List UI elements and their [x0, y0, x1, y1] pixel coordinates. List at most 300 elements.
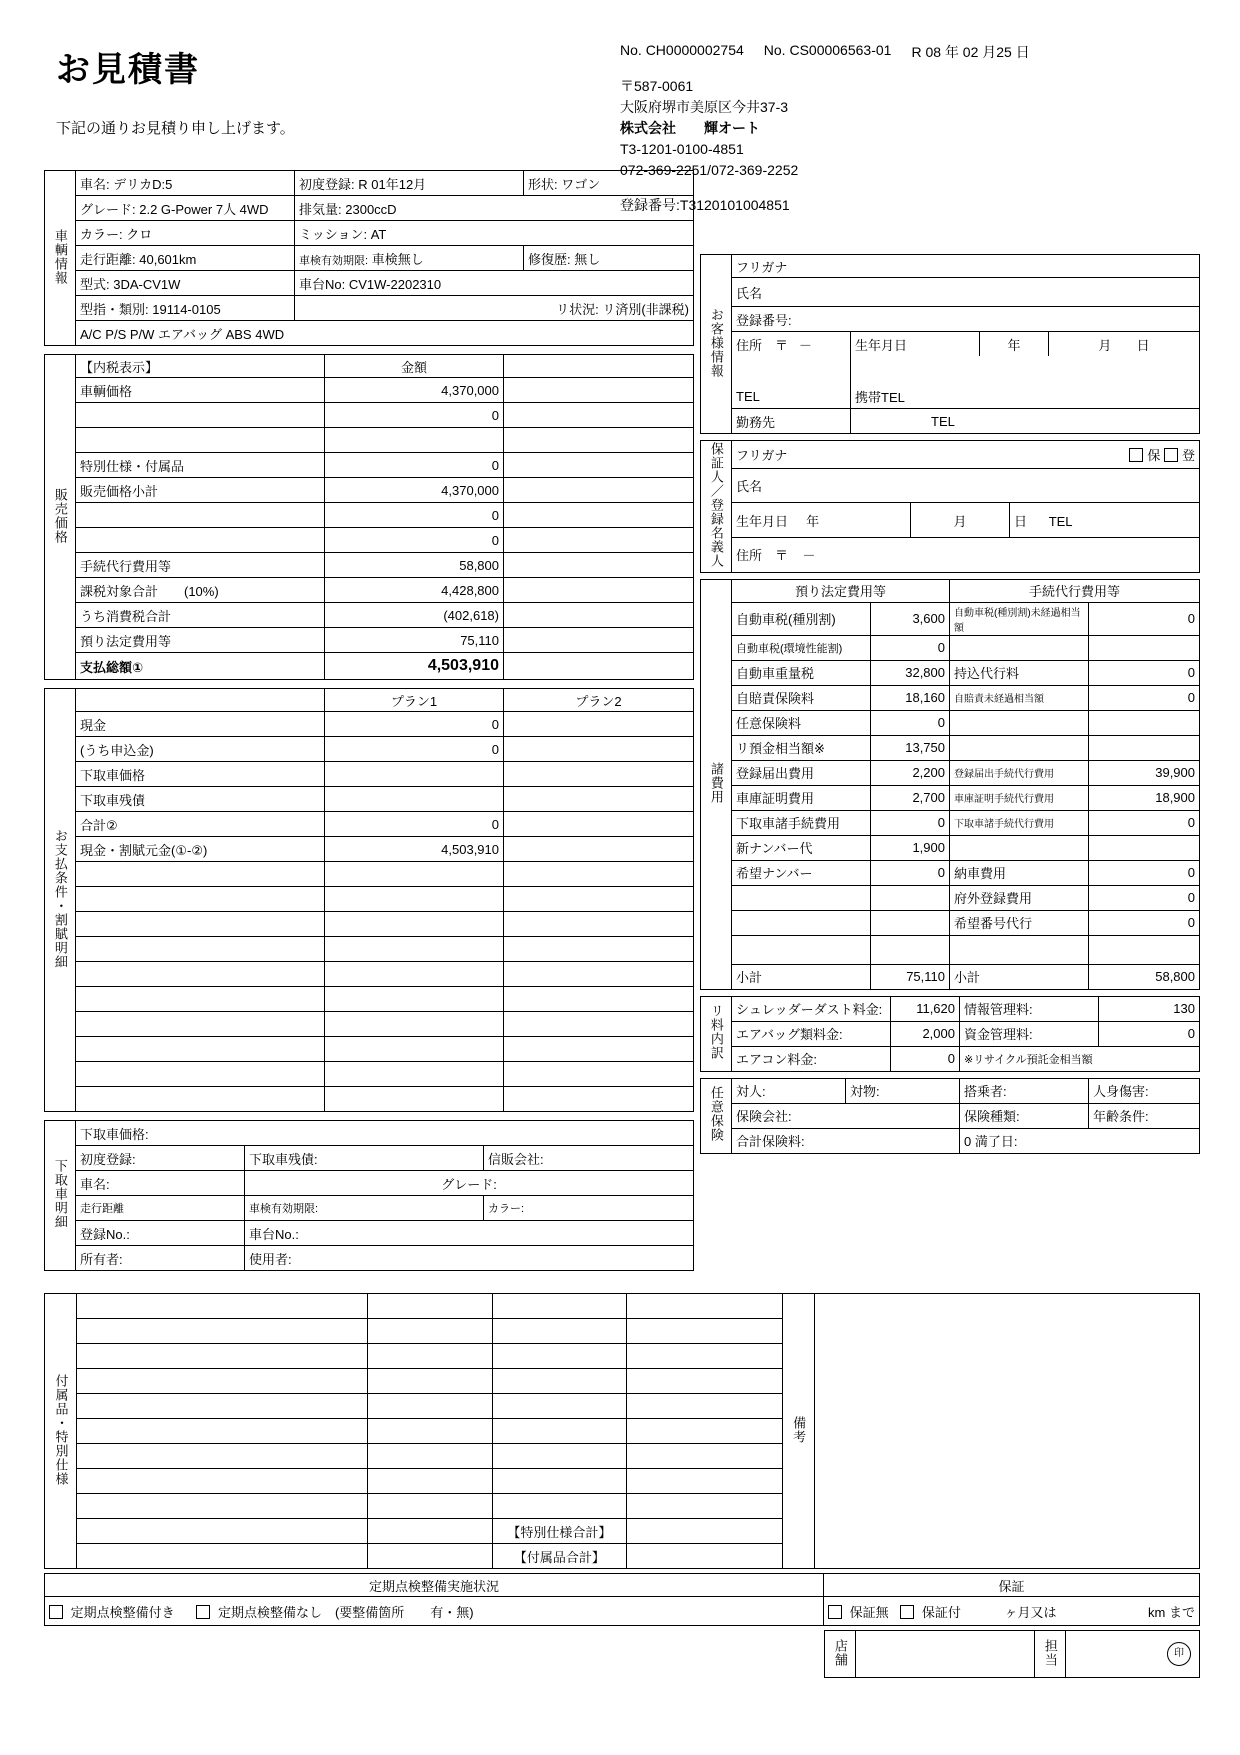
price-row-extra [504, 428, 694, 453]
payment-row-name: 合計② [76, 812, 325, 837]
accessory-cell [627, 1369, 782, 1394]
accessory-cell [492, 1319, 627, 1344]
postal-code: 〒587-0061 [620, 78, 694, 94]
tradein-table [44, 1120, 694, 1271]
payment-row-p1 [325, 1062, 504, 1087]
fee-left-value: 3,600 [871, 602, 950, 635]
accessory-cell [627, 1469, 782, 1494]
company-tel: 072-369-2251/072-369-2252 [620, 162, 799, 178]
accessory-cell [77, 1544, 368, 1569]
payment-row-name [76, 1012, 325, 1037]
fee-right-name: 納車費用 [950, 860, 1089, 885]
insurance-bodily: 人身傷害: [1089, 1078, 1200, 1103]
recycle-fee-table [700, 996, 1200, 1072]
customer-work-tel: TEL [851, 409, 1200, 434]
fee-left-name: 下取車諸手続費用 [732, 810, 871, 835]
document-numbers [620, 42, 1180, 62]
fee-left-name: 自賠責保険料 [732, 685, 871, 710]
payment-row-p2 [504, 937, 694, 962]
payment-row-p1 [325, 862, 504, 887]
fee-left-value [871, 935, 950, 964]
fee-left-name: 自動車税(環境性能割) [732, 635, 871, 660]
fee-right-value: 18,900 [1089, 785, 1200, 810]
inspection-options [45, 1597, 824, 1626]
fee-left-name [732, 885, 871, 910]
fees-subtotal-left-label: 小計 [732, 964, 871, 989]
recycle-value2: 130 [1099, 996, 1200, 1021]
price-row-name: 車輌価格 [76, 378, 325, 403]
customer-address-line2 [732, 356, 851, 384]
customer-birth: 生年月日 [851, 332, 980, 357]
warranty-title: 保証 [824, 1574, 1200, 1597]
vehicle-cell: 排気量: 2300ccD [295, 196, 694, 221]
vehicle-cell: ミッション: AT [295, 221, 694, 246]
price-row-extra [504, 478, 694, 503]
guarantor-birth: 生年月日 年 [732, 503, 911, 538]
fee-right-value: 0 [1089, 602, 1200, 635]
remarks-label: 備考 [782, 1294, 814, 1569]
guarantor-table [700, 440, 1200, 573]
fee-right-name: 登録届出手続代行費用 [950, 760, 1089, 785]
accessory-cell [368, 1394, 492, 1419]
issue-date: R 08 年 02 月25 日 [911, 44, 1030, 60]
insurance-label: 任意保険 [701, 1078, 732, 1153]
warranty-checkbox-with[interactable] [900, 1605, 914, 1619]
accessory-cell [492, 1469, 627, 1494]
warranty-options [824, 1597, 1200, 1626]
price-row-name [76, 528, 325, 553]
recycle-note: ※リサイクル預託金相当額 [960, 1046, 1200, 1071]
vehicle-info-table [44, 170, 694, 346]
accessory-cell [368, 1369, 492, 1394]
accessory-cell [627, 1419, 782, 1444]
customer-birth-year: 年 [980, 332, 1049, 357]
signature-table [824, 1630, 1200, 1678]
no2-label: No. [763, 42, 786, 58]
accessories-label: 付属品・特別仕様 [45, 1294, 77, 1569]
vehicle-cell: カラー: クロ [76, 221, 295, 246]
fee-left-name: リ預金相当額※ [732, 735, 871, 760]
fee-left-name [732, 910, 871, 935]
payment-row-p2 [504, 787, 694, 812]
accessory-cell [627, 1444, 782, 1469]
fee-right-name: 車庫証明手続代行費用 [950, 785, 1089, 810]
warranty-option2: 保証付 [921, 1604, 961, 1620]
guarantor-birth-day-tel: 日 TEL [1010, 503, 1200, 538]
payment-row-p1 [325, 912, 504, 937]
payment-terms-label: お支払条件・割賦明細 [45, 689, 76, 1112]
accessory-cell [368, 1444, 492, 1469]
fee-left-value: 18,160 [871, 685, 950, 710]
warranty-months: ヶ月又は [1004, 1604, 1057, 1620]
sale-price-label: 販売価格 [45, 355, 76, 680]
payment-row-name: 下取車価格 [76, 762, 325, 787]
payment-row-p2 [504, 812, 694, 837]
inspection-checkbox-with[interactable] [49, 1605, 63, 1619]
accessory-cell [492, 1419, 627, 1444]
price-row-name: 特別仕様・付属品 [76, 453, 325, 478]
accessory-cell [77, 1519, 368, 1544]
price-row-extra [504, 578, 694, 603]
fee-right-value: 0 [1089, 685, 1200, 710]
payment-row-name: 下取車残債 [76, 787, 325, 812]
fee-left-name: 登録届出費用 [732, 760, 871, 785]
price-row-value: 0 [325, 503, 504, 528]
accessory-cell [77, 1444, 368, 1469]
company-address: 大阪府堺市美原区今井37-3 [620, 99, 789, 115]
company-name: 株式会社 輝オート [620, 120, 760, 136]
page-title: お見積書 [56, 51, 200, 89]
fee-left-name: 希望ナンバー [732, 860, 871, 885]
price-row-extra [504, 453, 694, 478]
vehicle-cell: リ状況: リ済別(非課税) [295, 296, 694, 321]
accessories-remarks-table [44, 1293, 1200, 1569]
guarantor-checkbox-ho[interactable] [1129, 448, 1143, 462]
accessory-cell [77, 1494, 368, 1519]
staff-field[interactable] [1066, 1631, 1200, 1678]
customer-mobile: 携帯TEL [851, 384, 1200, 409]
recycle-name: シュレッダーダスト料金: [732, 996, 891, 1021]
accessory-cell [627, 1344, 782, 1369]
guarantor-birth-month: 月 [911, 503, 1010, 538]
sale-price-table [44, 354, 694, 680]
warranty-checkbox-none[interactable] [828, 1605, 842, 1619]
price-row-value: 58,800 [325, 553, 504, 578]
payment-row-p2 [504, 1062, 694, 1087]
payment-row-p2 [504, 987, 694, 1012]
fee-left-value: 2,700 [871, 785, 950, 810]
tradein-color: カラー: [484, 1196, 694, 1221]
price-row-value: (402,618) [325, 603, 504, 628]
fee-right-name [950, 835, 1089, 860]
customer-work: 勤務先 [732, 409, 851, 434]
customer-table [700, 254, 1200, 434]
price-row-extra [504, 378, 694, 403]
payment-row-p2 [504, 887, 694, 912]
fee-left-value: 0 [871, 635, 950, 660]
fees-head-right: 手続代行費用等 [950, 579, 1200, 602]
customer-furigana: フリガナ [732, 255, 1200, 278]
price-row-name: 販売価格小計 [76, 478, 325, 503]
fee-right-value [1089, 635, 1200, 660]
guarantor-furigana: フリガナ 保 登 [732, 441, 1200, 469]
fee-left-name: 任意保険料 [732, 710, 871, 735]
recycle-label: リ料内訳 [701, 996, 732, 1071]
payment-row-p2 [504, 1012, 694, 1037]
lead-text: 下記の通りお見積り申し上げます。 [56, 120, 295, 137]
price-row-name: 手続代行費用等 [76, 553, 325, 578]
fee-left-value [871, 885, 950, 910]
accessory-cell [77, 1469, 368, 1494]
payment-row-p1 [325, 1087, 504, 1112]
vehicle-cell: 走行距離: 40,601km [76, 246, 295, 271]
accessory-cell [368, 1494, 492, 1519]
accessory-cell [77, 1294, 368, 1319]
payment-row-p2 [504, 762, 694, 787]
insurance-passenger: 搭乗者: [960, 1078, 1089, 1103]
vehicle-cell: 車検有効期限: 車検無し [295, 246, 524, 271]
guarantor-label: 保証人／登録名義人 [701, 441, 732, 573]
remarks-area[interactable] [814, 1294, 1199, 1569]
fee-left-name: 自動車重量税 [732, 660, 871, 685]
seal-icon: 印 [1167, 1642, 1191, 1666]
insurance-total-value: 0 満了日: [960, 1128, 1200, 1153]
customer-reg-no: 登録番号: [732, 307, 1200, 332]
recycle-value2: 0 [1099, 1021, 1200, 1046]
bottom-section [44, 1293, 1200, 1678]
inspection-title: 定期点検整備実施状況 [45, 1574, 824, 1597]
fee-left-value: 0 [871, 710, 950, 735]
inspection-checkbox-without[interactable] [196, 1605, 210, 1619]
price-row-value: 0 [325, 528, 504, 553]
price-row-extra [504, 628, 694, 653]
plan2-header: プラン2 [504, 689, 694, 712]
fee-right-name: 府外登録費用 [950, 885, 1089, 910]
insurance-personal: 対人: [732, 1078, 846, 1103]
shop-label: 店舗 [825, 1631, 856, 1678]
price-row-name: 預り法定費用等 [76, 628, 325, 653]
payment-row-p1 [325, 1037, 504, 1062]
fee-left-name: 車庫証明費用 [732, 785, 871, 810]
payment-row-name: (うち申込金) [76, 737, 325, 762]
price-row-value: 4,370,000 [325, 478, 504, 503]
fee-left-value: 13,750 [871, 735, 950, 760]
payment-row-name [76, 1087, 325, 1112]
fee-right-name: 持込代行料 [950, 660, 1089, 685]
payment-row-p2 [504, 712, 694, 737]
fee-left-value: 1,900 [871, 835, 950, 860]
insurance-table [700, 1078, 1200, 1154]
accessory-cell [368, 1519, 492, 1544]
payment-row-name: 現金 [76, 712, 325, 737]
payment-row-p1: 0 [325, 712, 504, 737]
payment-row-name [76, 862, 325, 887]
tradein-inspection: 車検有効期限: [245, 1196, 484, 1221]
fee-right-name: 自動車税(種別割)未経過相当額 [950, 602, 1089, 635]
insurance-age: 年齢条件: [1089, 1103, 1200, 1128]
tradein-mileage: 走行距離 [76, 1196, 245, 1221]
fee-right-value [1089, 735, 1200, 760]
fee-right-value [1089, 710, 1200, 735]
vehicle-info-label: 車輌情報 [45, 171, 76, 346]
accessory-cell [627, 1319, 782, 1344]
payment-head-blank [76, 689, 325, 712]
tradein-reg-no: 登録No.: [76, 1221, 245, 1246]
payment-row-p2 [504, 962, 694, 987]
recycle-value: 2,000 [891, 1021, 960, 1046]
vehicle-cell: 車台No: CV1W-2202310 [295, 271, 694, 296]
price-row-name [76, 403, 325, 428]
price-head-left: 【内税表示】 [76, 355, 325, 378]
company-block [620, 76, 1180, 181]
guarantor-name: 氏名 [732, 468, 1200, 503]
payment-row-p1 [325, 987, 504, 1012]
fees-subtotal-left-value: 75,110 [871, 964, 950, 989]
payment-row-name [76, 987, 325, 1012]
fee-right-value: 0 [1089, 885, 1200, 910]
no1-value: CH0000002754 [645, 42, 744, 58]
payment-row-name [76, 962, 325, 987]
fee-left-value: 2,200 [871, 760, 950, 785]
recycle-name2: 資金管理料: [960, 1021, 1099, 1046]
fee-right-value [1089, 935, 1200, 964]
fee-right-name: 自賠責未経過相当額 [950, 685, 1089, 710]
payment-row-name [76, 887, 325, 912]
staff-label: 担当 [1035, 1631, 1066, 1678]
accessory-cell [627, 1294, 782, 1319]
fees-table [700, 579, 1200, 990]
fee-left-value: 32,800 [871, 660, 950, 685]
tradein-chassis-no: 車台No.: [245, 1221, 694, 1246]
payment-row-p1: 0 [325, 812, 504, 837]
price-row-value: 4,428,800 [325, 578, 504, 603]
accessory-total-value [627, 1544, 782, 1569]
payment-row-name [76, 1037, 325, 1062]
fee-right-name: 下取車諸手続代行費用 [950, 810, 1089, 835]
insurance-type: 保険種類: [960, 1103, 1089, 1128]
accessory-cell [77, 1319, 368, 1344]
accessory-cell [627, 1494, 782, 1519]
customer-blank [851, 356, 1200, 384]
insurance-property: 対物: [846, 1078, 960, 1103]
vehicle-cell: 初度登録: R 01年12月 [295, 171, 524, 196]
warranty-option1: 保証無 [849, 1604, 889, 1620]
tradein-grade: グレード: [245, 1171, 694, 1196]
payment-row-p1 [325, 787, 504, 812]
accessory-cell [492, 1294, 627, 1319]
no1-label: No. [620, 42, 642, 58]
price-row-extra [504, 553, 694, 578]
customer-tel: TEL [732, 384, 851, 409]
price-row-value: 4,370,000 [325, 378, 504, 403]
accessory-cell [492, 1494, 627, 1519]
payment-row-p2 [504, 912, 694, 937]
vehicle-cell: 形状: ワゴン [524, 171, 694, 196]
tradein-first-reg: 初度登録: [76, 1146, 245, 1171]
payment-row-p2 [504, 737, 694, 762]
customer-birth-monthday: 月 日 [1049, 332, 1200, 357]
accessory-cell [77, 1394, 368, 1419]
price-head-right: 金額 [325, 355, 504, 378]
recycle-name: エアバッグ類料金: [732, 1021, 891, 1046]
accessory-cell [77, 1369, 368, 1394]
accessory-total-label: 【付属品合計】 [492, 1544, 627, 1569]
payment-row-p1 [325, 1012, 504, 1037]
guarantor-checkbox-to[interactable] [1164, 448, 1178, 462]
customer-label: お客様情報 [701, 255, 732, 434]
vehicle-equipment: A/C P/S P/W エアバッグ ABS 4WD [76, 321, 694, 346]
tradein-price: 下取車価格: [76, 1121, 694, 1146]
right-column [700, 254, 1200, 1154]
payment-row-p1 [325, 962, 504, 987]
recycle-name2: 情報管理料: [960, 996, 1099, 1021]
fee-right-value: 0 [1089, 860, 1200, 885]
special-total-label: 【特別仕様合計】 [492, 1519, 627, 1544]
fee-left-name [732, 935, 871, 964]
accessory-cell [368, 1294, 492, 1319]
plan1-header: プラン1 [325, 689, 504, 712]
tradein-label: 下取車明細 [45, 1121, 76, 1271]
price-row-extra [504, 403, 694, 428]
guarantor-address: 住所 〒 － [732, 537, 1200, 572]
fees-head-left: 預り法定費用等 [732, 579, 950, 602]
price-row-extra [504, 603, 694, 628]
payment-row-p1 [325, 762, 504, 787]
invoice-registration-number: 登録番号:T3120101004851 [620, 197, 790, 213]
warranty-km: km まで [1148, 1604, 1195, 1620]
fee-right-value: 0 [1089, 810, 1200, 835]
fee-left-value: 0 [871, 810, 950, 835]
price-row-extra [504, 653, 694, 680]
price-head-blank [504, 355, 694, 378]
customer-address: 住所 〒 － [732, 332, 851, 357]
fee-left-value: 0 [871, 860, 950, 885]
price-row-name: 課税対象合計 (10%) [76, 578, 325, 603]
special-total-value [627, 1519, 782, 1544]
payment-row-name [76, 912, 325, 937]
price-row-value [325, 428, 504, 453]
fee-right-name [950, 935, 1089, 964]
vehicle-cell: 型式: 3DA-CV1W [76, 271, 295, 296]
payment-row-name: 現金・割賦元金(①-②) [76, 837, 325, 862]
inspection-warranty-table [44, 1573, 1200, 1626]
header-right [620, 42, 1180, 215]
corporate-number: T3-1201-0100-4851 [620, 141, 744, 157]
price-row-value: 0 [325, 453, 504, 478]
vehicle-cell: 型指・類別: 19114-0105 [76, 296, 295, 321]
recycle-name: エアコン料金: [732, 1046, 891, 1071]
accessory-cell [368, 1419, 492, 1444]
accessory-cell [492, 1369, 627, 1394]
fee-right-name [950, 735, 1089, 760]
fee-left-name: 新ナンバー代 [732, 835, 871, 860]
recycle-value: 11,620 [891, 996, 960, 1021]
accessory-cell [368, 1544, 492, 1569]
tradein-owner: 所有者: [76, 1246, 245, 1271]
fee-right-value: 0 [1089, 910, 1200, 935]
accessory-cell [492, 1394, 627, 1419]
accessory-cell [492, 1344, 627, 1369]
payment-row-p2 [504, 862, 694, 887]
tradein-balance: 下取車残債: [245, 1146, 484, 1171]
price-total-value: 4,503,910 [325, 653, 504, 680]
customer-name: 氏名 [732, 278, 1200, 307]
fee-right-name: 希望番号代行 [950, 910, 1089, 935]
price-row-value: 75,110 [325, 628, 504, 653]
vehicle-cell: 車名: デリカD:5 [76, 171, 295, 196]
vehicle-cell: グレード: 2.2 G-Power 7人 4WD [76, 196, 295, 221]
fee-right-value [1089, 835, 1200, 860]
payment-row-p2 [504, 1037, 694, 1062]
price-row-extra [504, 503, 694, 528]
tradein-user: 使用者: [245, 1246, 694, 1271]
inspection-option1: 定期点検整備付き [70, 1604, 175, 1620]
tradein-finance-company: 信販会社: [484, 1146, 694, 1171]
payment-row-p2 [504, 837, 694, 862]
no2-value: CS00006563-01 [789, 42, 892, 58]
payment-row-p1 [325, 887, 504, 912]
fee-right-name [950, 710, 1089, 735]
vehicle-cell: 修復歴: 無し [524, 246, 694, 271]
insurance-total-label: 合計保険料: [732, 1128, 960, 1153]
shop-field[interactable] [856, 1631, 1035, 1678]
fee-right-name [950, 635, 1089, 660]
tradein-car-name: 車名: [76, 1171, 245, 1196]
accessory-cell [492, 1444, 627, 1469]
payment-row-p1: 4,503,910 [325, 837, 504, 862]
payment-row-name [76, 937, 325, 962]
insurance-company: 保険会社: [732, 1103, 960, 1128]
